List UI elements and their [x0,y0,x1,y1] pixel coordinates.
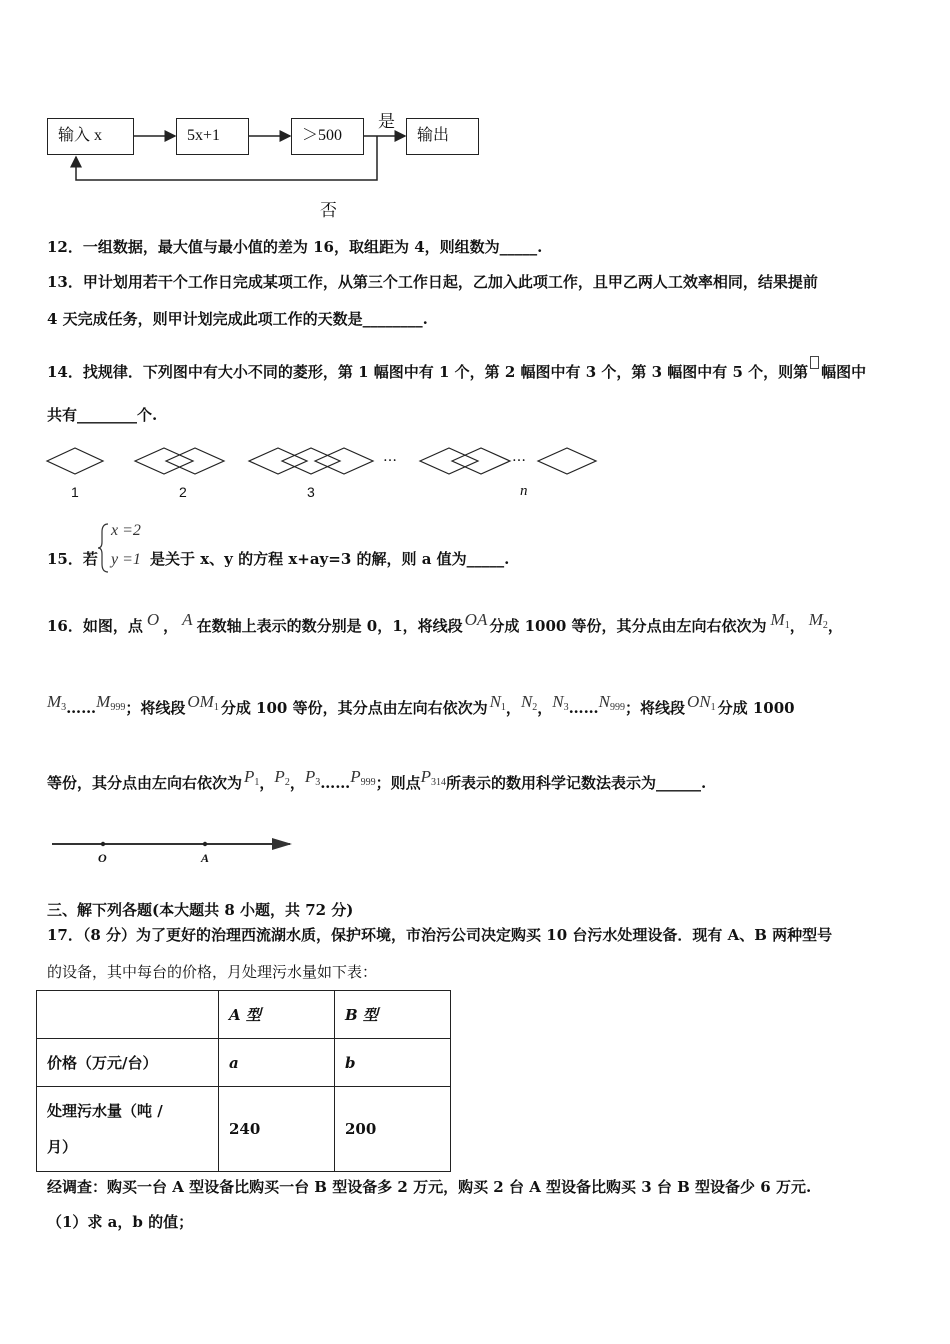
flow-input-box [47,118,134,155]
q16-N2 [521,692,537,711]
question-14-line1 [47,356,866,382]
rhombus-fign-last [538,448,596,474]
capacity-label-line1: 处理污水量（吨 / [47,1102,163,1120]
q16-N1-sub: 1 [500,702,506,713]
q16-N999-letter: N [598,692,610,711]
q16-text-l3c: 所表示的数用科学记数法表示为______. [446,774,707,792]
question-12: 12．一组数据，最大值与最小值的差为 16，取组距为 4，则组数为_____. [47,238,543,256]
q16-text-l2a: ；将线段 [125,699,186,717]
q16-sep: ， [289,774,305,792]
q16-ON1 [687,692,716,711]
rhombus-dots-1: … [383,449,397,465]
q16-text-l3b: ；则点 [375,774,421,792]
q16-text-l3a: 等份，其分点由左向右依次为 [47,774,243,792]
q16-N2-sub: 2 [532,702,538,713]
q16-P999-sub: 999 [360,777,376,788]
question-14-line2: 共有________个. [47,406,158,424]
q16-N2-letter: N [520,692,533,711]
question-13-line2: 4 天完成任务，则甲计划完成此项工作的天数是________. [47,310,428,328]
rhombus-label-n: n [520,483,528,499]
q16-sep: ， [827,617,843,635]
q16-M1-sub: 1 [784,620,790,631]
rhombus-fig3-a [249,448,307,474]
rhombus-fign-b [452,448,510,474]
flow-no-label: 否 [320,201,337,221]
rhombus-fig2-b [166,448,224,474]
q16-M2-sub: 2 [822,620,828,631]
table-cell-price-b: b [335,1039,451,1087]
flow-input-text: 输入 x [58,127,103,144]
q16-sep: ， [505,699,521,717]
q16-segment-OA: OA [464,610,488,629]
capacity-label-line2: 月） [47,1138,78,1156]
table-header-b: B 型 [335,991,451,1039]
q16-text-a: 16．如图，点 [47,617,143,635]
q16-M999 [96,692,125,711]
q16-OM1 [187,692,218,711]
rhombus-fig3-b [282,448,340,474]
q16-text-c: 分成 1000 等份，其分点由左向右依次为 [489,617,767,635]
q16-N1-letter: N [489,692,501,711]
question-13-line1: 13．甲计划用若干个工作日完成某项工作，从第三个工作日起，乙加入此项工作，且甲乙两人工效率相同，结果提前 [47,273,818,291]
rhombus-dots-2: … [512,449,526,465]
q16-P999 [350,767,375,786]
rhombus-figures [0,440,950,510]
table-cell-capacity-a: 240 [219,1087,335,1172]
q16-text-l2d: 分成 1000 [717,699,795,717]
q16-M999-letter: M [96,692,111,711]
q16-P1-sub: 1 [254,777,260,788]
q16-point-O: O [146,610,160,629]
number-line [0,830,950,870]
rhombus-fign-a [420,448,478,474]
q16-OM1-sub: 1 [213,702,219,713]
q16-N3-sub: 3 [563,702,569,713]
table-row [37,1039,451,1087]
q16-P314-letter: P [420,767,432,786]
flowchart-arrows [0,0,950,230]
question-17-line1 [47,924,832,945]
table-row [37,1087,451,1172]
equipment-table [36,990,451,1172]
q16-P3-letter: P [304,767,316,786]
q16-P314 [421,767,446,786]
system-eq1: x =2 [111,522,141,539]
rhombus-label-1: 1 [71,484,79,500]
question-17-line2: 的设备，其中每台的价格，月处理污水量如下表： [47,963,378,981]
q16-ellipsis: …… [66,699,97,717]
q16-OM1-letter: OM [187,692,214,711]
q16-N3 [552,692,568,711]
q16-P2-sub: 2 [284,777,290,788]
flow-output-box [406,118,479,155]
question-16-line3 [47,767,706,793]
q16-P999-letter: P [350,767,361,786]
q16-point-A: A [182,610,193,629]
q16-P314-sub: 314 [431,777,447,788]
q16-sep: ， [259,774,275,792]
flow-condition-box [291,118,364,155]
q16-M2 [809,610,828,629]
q16-M2-letter: M [808,610,823,629]
rhombus-label-2: 2 [179,484,187,500]
number-line-point-A [203,842,207,846]
q16-M1-letter: M [770,610,785,629]
flow-condition-text: ＞500 [302,127,343,144]
system-brace [97,522,111,574]
flow-formula-text: 5x+1 [187,127,221,144]
system-eq2: y =1 [111,551,141,568]
table-cell-price-a: a [219,1039,335,1087]
q16-P3 [305,767,320,786]
question-15-suffix: 是关于 x、y 的方程 x+ay=3 的解，则 a 值为_____. [150,550,510,568]
table-header-a: A 型 [219,991,335,1039]
q16-P1-letter: P [244,767,255,786]
q16-ON1-sub: 1 [710,702,716,713]
flow-formula-box [176,118,249,155]
number-line-label-O: O [98,851,107,865]
rhombus-fig1 [47,448,103,474]
q16-sep: ， [537,699,553,717]
number-line-label-A: A [201,851,210,865]
table-header-empty [37,991,219,1039]
q17-text: 17．（8 分）为了更好的治理西流湖水质，保护环境，市治污公司决定购买 10 台污水处理设备．现有 A、B 两种型号 [47,926,833,944]
q16-M999-sub: 999 [110,702,126,713]
question-15-prefix: 15．若 [47,550,98,568]
flow-output-text: 输出 [417,127,450,144]
q16-M3 [47,692,66,711]
q16-text-b: 在数轴上表示的数分别是 0，1，将线段 [196,617,463,635]
q16-text-l2c: ；将线段 [624,699,685,717]
question-14-text: 14．找规律．下列图中有大小不同的菱形，第 1 幅图中有 1 个，第 2 幅图中有 3 个，第 3 幅图中有 5 个，则第 [47,363,809,381]
question-17-part1: （1）求 a，b 的值； [47,1213,194,1231]
q16-P1 [244,767,259,786]
section-3-heading: 三、解下列各题(本大题共 8 小题，共 72 分) [47,901,354,919]
number-line-point-O [101,842,105,846]
question-14-tail: 幅图中 [821,363,867,381]
q16-M1 [771,610,790,629]
q16-N999-sub: 999 [609,702,625,713]
table-row [37,991,451,1039]
question-17-survey: 经调查：购买一台 A 型设备比购买一台 B 型设备多 2 万元，购买 2 台 A 型设备比购买 3 台 B 型设备少 6 万元. [47,1178,812,1196]
q16-ellipsis: …… [568,699,599,717]
rhombus-fig3-c [315,448,373,474]
q16-P2 [274,767,289,786]
q16-M3-letter: M [47,692,62,711]
table-cell-capacity-b: 200 [335,1087,451,1172]
q16-ellipsis: …… [320,774,351,792]
flow-yes-label: 是 [378,112,395,132]
q16-N3-letter: N [552,692,564,711]
table-cell-price-label: 价格（万元/台） [37,1039,219,1087]
q16-P3-sub: 3 [315,777,321,788]
placeholder-box-icon [810,356,819,369]
q16-ON1-letter: ON [687,692,711,711]
question-16-line1 [47,610,843,636]
q16-sep: ， [163,617,179,635]
q16-N1 [490,692,506,711]
q16-M3-sub: 3 [61,702,67,713]
rhombus-fig2-a [135,448,193,474]
rhombus-label-3: 3 [307,484,315,500]
table-cell-capacity-label [37,1087,219,1172]
q16-N999 [599,692,625,711]
q16-text-l2b: 分成 100 等份，其分点由左向右依次为 [220,699,488,717]
question-16-line2 [47,692,795,718]
q16-P2-letter: P [274,767,285,786]
q16-sep: ， [789,617,805,635]
